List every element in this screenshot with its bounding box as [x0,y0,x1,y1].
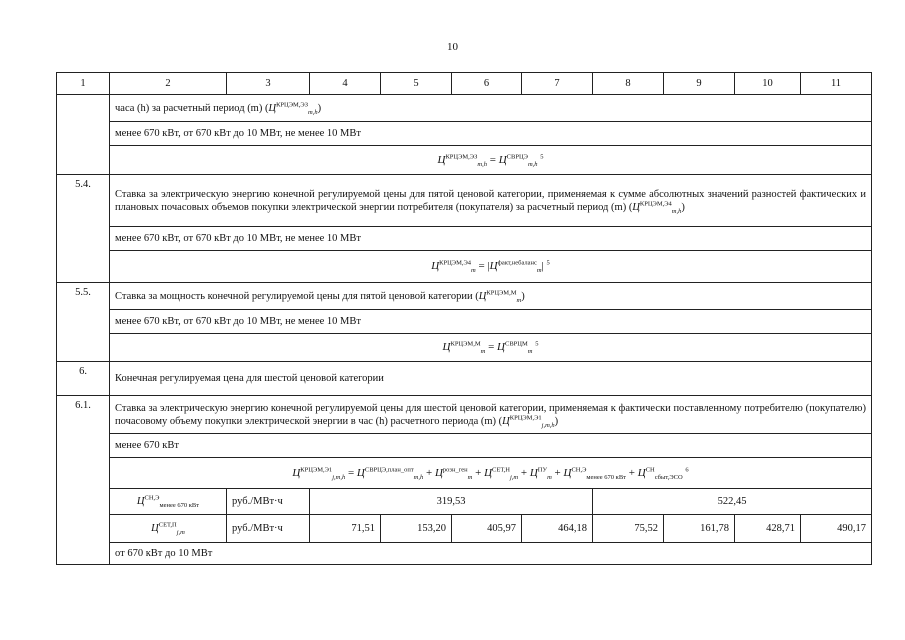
table-row [57,362,872,396]
value-cell: 464,18 [522,515,593,543]
header-cell: 6 [452,73,522,95]
symbol: = [489,153,496,166]
sup: СН [645,465,655,473]
sub: j,m [510,473,519,481]
row-text: менее 670 кВт, от 670 кВт до 10 МВт, не менее 10 МВт [110,310,872,334]
data-row [57,515,872,543]
sup: ПУ [537,465,548,473]
value-cell: 522,45 [593,489,872,515]
sup: СВРЦМ [504,340,528,348]
symbol: | [541,260,544,272]
sup: КРЦЭМ,Э4 [439,259,472,267]
symbol: Ц [431,260,440,272]
symbol: Ц [442,341,451,353]
sub: m [516,296,522,304]
data-row [57,489,872,515]
symbol: Ц [136,496,145,507]
sub: m [480,348,486,356]
sub: сбыт,ЭСО [654,473,683,481]
table-row [57,396,872,434]
table-row [57,175,872,227]
sup: КРЦЭМ,М [486,289,517,296]
sup: СВРЦЭ,план_опт [364,465,414,473]
symbol: Ц [484,466,493,479]
row-text: менее 670 кВт, от 670 кВт до 10 МВт, не менее 10 МВт [110,122,872,146]
text-span: Ставка за электрическую энергию конечной регулируемой цены для шестой ценовой категории, применяемая к фактически поставленному потребителю (покупателю) почасовому объему покупки электрической энергии в час (h) расчетного периода (m) ( [115,402,866,427]
sub: m,h [527,160,538,168]
sup: КРЦЭМ,Э4 [639,200,672,207]
header-cell: 4 [310,73,381,95]
symbol: Ц [563,466,572,479]
formula [110,458,872,489]
sup: СН,Э [144,494,160,502]
table-row [57,543,872,565]
row-text [110,175,872,227]
formula [110,334,872,362]
symbol: Ц [356,466,365,479]
symbol: + [426,466,433,479]
symbol: Ц [437,153,446,166]
sup: розн_ген [442,465,468,473]
row-text: Конечная регулируемая цена для шестой ценовой категории [110,362,872,396]
sup: КРЦЭМ,Э1 [509,414,542,421]
sub: m [527,348,533,356]
text-span: ) [521,290,525,302]
symbol: + [520,466,528,479]
value-cell: 319,53 [310,489,593,515]
sub: m,h [413,473,424,481]
formula-row [57,251,872,283]
section-number: 6. [57,362,110,396]
text-span: ) [554,415,559,427]
sub: менее 670 кВт [159,502,200,510]
row-text: от 670 кВт до 10 МВт [110,543,872,565]
value-cell: 428,71 [735,515,801,543]
tariff-table [56,72,872,565]
table-row [57,122,872,146]
formula [110,251,872,283]
table-row [57,227,872,251]
footnote: 6 [685,465,689,473]
sub: m,h [671,207,682,215]
sup: факт,небаланс [497,259,537,267]
value-cell: 490,17 [801,515,872,543]
sup: КРЦЭМ,Э1 [300,465,333,473]
text-span: Ставка за мощность конечной регулируемой цены для пятой ценовой категории ( [115,290,479,302]
header-cell: 5 [381,73,452,95]
sup: СН,Э [571,465,587,473]
sup: КРЦЭМ,ЭЗ [445,152,478,160]
formula-row [57,146,872,175]
text-span: часа (h) за расчетный период (m) ( [115,102,269,114]
table-row [57,310,872,334]
sup: СЕТ,Н [492,465,510,473]
sub: m,h [308,108,318,116]
header-cell: 7 [522,73,593,95]
sup: КРЦЭМ,М [450,340,481,348]
row-text: менее 670 кВт [110,434,872,458]
sub: m [536,267,542,275]
formula-row [57,458,872,489]
header-cell: 9 [664,73,735,95]
header-cell: 3 [227,73,310,95]
table-row [57,434,872,458]
header-cell: 2 [110,73,227,95]
section-number: 5.4. [57,175,110,283]
header-cell: 11 [801,73,872,95]
symbol: Ц [498,153,507,166]
symbol-cell [110,515,227,543]
symbol: Ц [292,466,301,479]
sub: j,m [176,529,185,537]
formula-row [57,334,872,362]
text-span: ) [681,201,685,213]
sub: m [471,267,476,275]
footnote: 5 [535,340,539,348]
sub: менее 670 кВт [586,473,627,481]
page-number: 10 [447,41,458,53]
footnote: 5 [540,152,544,160]
symbol: = [488,341,495,353]
table-row [57,283,872,310]
symbol: + [554,466,561,479]
row-text: менее 670 кВт, от 670 кВт до 10 МВт, не менее 10 МВт [110,227,872,251]
header-cell: 10 [735,73,801,95]
sub: m [467,473,473,481]
header-cell: 1 [57,73,110,95]
symbol: = [478,260,485,272]
sup: КРЦЭМ,ЭЗ [276,101,309,108]
symbol: | [487,260,490,272]
symbol-cell [110,489,227,515]
symbol: Ц [268,102,277,114]
value-cell: 153,20 [381,515,452,543]
symbol: Ц [502,415,510,427]
value-cell: 75,52 [593,515,664,543]
value-cell: 71,51 [310,515,381,543]
symbol: Ц [478,290,487,302]
unit-cell: руб./МВт·ч [227,515,310,543]
sup: СВРЦЭ [506,152,528,160]
sub: j,m,h [541,421,555,429]
symbol: Ц [434,466,443,479]
sub: m [547,473,552,481]
sub: j,m,h [332,473,346,481]
footnote: 5 [546,259,550,267]
symbol: Ц [497,341,505,353]
row-text [110,396,872,434]
section-number: 5.5. [57,283,110,362]
section-number: 6.1. [57,396,110,565]
symbol: Ц [632,201,640,213]
value-cell: 161,78 [664,515,735,543]
symbol: Ц [151,523,159,534]
symbol: Ц [637,466,646,479]
symbol: + [475,466,482,479]
text-span: Ставка за электрическую энергию конечной регулируемой цены для пятой ценовой категории, применяемая к сумме абсолютных значений разностей фактических и плановых почасовых объемов покупки электрической энергии потребителя (покупателя) за расчетный период (m) ( [115,188,866,213]
symbol: = [347,466,355,479]
symbol: Ц [489,260,498,272]
header-cell: 8 [593,73,664,95]
formula [110,146,872,175]
row-text [110,283,872,310]
row-text [110,95,872,122]
symbol: Ц [529,466,538,479]
text-span: ) [317,102,322,114]
table-row [57,95,872,122]
symbol: + [628,466,635,479]
header-row [57,73,872,95]
sub: m,h [477,160,487,168]
unit-cell: руб./МВт·ч [227,489,310,515]
number-cell [57,95,110,175]
value-cell: 405,97 [452,515,522,543]
sup: СЕТ,П [158,521,177,529]
